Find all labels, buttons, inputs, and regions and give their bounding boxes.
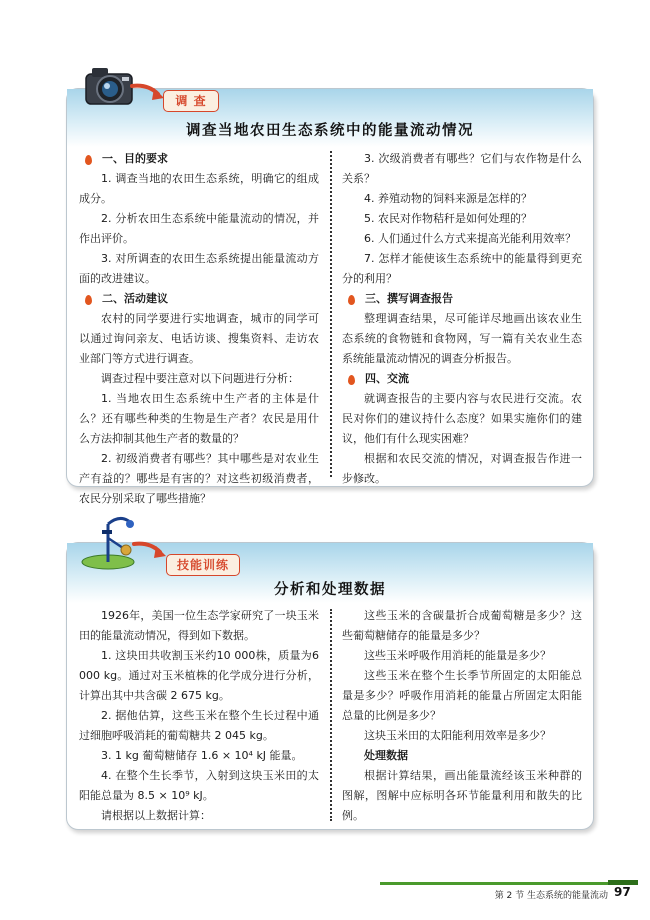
paragraph: 1. 当地农田生态系统中生产者的主体是什么？还有哪些种类的生物是生产者？农民是用什么方法抑制其他生产者的数量的？ [79,392,319,445]
section-heading-text: 一、目的要求 [102,152,168,165]
page-number: 97 [614,885,631,899]
skill-title: 分析和处理数据 [274,582,386,598]
skill-column-divider [330,609,332,821]
survey-right-column [342,149,582,489]
sub-heading: 处理数据 [364,749,408,762]
paragraph: 整理调查结果，尽可能详尽地画出该农业生态系统的食物链和食物网，写一篇有关农业生态系统能量流动情况的调查分析报告。 [342,312,582,365]
section-heading [79,149,319,169]
paragraph: 7. 怎样才能使该生态系统中的能量得到更充分的利用？ [342,252,582,285]
paragraph: 1. 这块田共收割玉米约10 000株，质量为6 000 kg。通过对玉米植株的化学成分进行分析，计算出其中共含碳 2 675 kg。 [79,649,319,702]
paragraph: 请根据以上数据计算： [101,809,211,822]
paragraph: 3. 次级消费者有哪些？它们与农作物是什么关系？ [342,152,582,185]
section-heading [342,289,582,309]
skill-left-column [79,606,319,826]
paragraph: 1. 调查当地的农田生态系统，明确它的组成成分。 [79,172,319,205]
section-heading [342,369,582,389]
skill-right-column [342,606,582,826]
droplet-icon [348,295,355,305]
survey-title: 调查当地农田生态系统中的能量流动情况 [186,123,474,139]
paragraph: 这些玉米呼吸作用消耗的能量是多少？ [364,649,551,662]
footer-section-title: 第 2 节 生态系统的能量流动 [494,891,608,901]
paragraph: 4. 养殖动物的饲料来源是怎样的？ [364,192,532,205]
paragraph: 农村的同学要进行实地调查，城市的同学可以通过询问亲友、电话访谈、搜集资料、走访农业部门等方式进行调查。 [79,312,319,365]
section-heading-text: 四、交流 [365,372,409,385]
droplet-icon [85,295,92,305]
paragraph: 根据计算结果，画出能量流经该玉米种群的图解，图解中应标明各环节能量利用和散失的比例。 [342,769,582,822]
page-footer [0,880,650,920]
paragraph: 根据和农民交流的情况，对调查报告作进一步修改。 [342,452,582,485]
paragraph: 2. 初级消费者有哪些？其中哪些是对农业生产有益的？哪些是有害的？对这些初级消费者，农民分别采取了哪些措施？ [79,452,319,505]
footer-bar [380,882,608,885]
paragraph: 3. 1 kg 葡萄糖储存 1.6 × 10⁴ kJ 能量。 [101,749,303,762]
survey-box [66,88,594,505]
paragraph: 这块玉米田的太阳能利用效率是多少？ [364,729,551,742]
droplet-icon [348,375,355,385]
survey-column-divider [330,151,332,477]
paragraph: 5. 农民对作物秸秆是如何处理的？ [364,212,532,225]
survey-tag: 调 查 [163,90,219,112]
paragraph: 2. 分析农田生态系统中能量流动的情况，并作出评价。 [79,212,319,245]
section-heading-text: 三、撰写调查报告 [365,292,453,305]
paragraph: 3. 对所调查的农田生态系统提出能量流动方面的改进建议。 [79,252,319,285]
paragraph: 6. 人们通过什么方式来提高光能利用效率？ [364,232,576,245]
paragraph: 这些玉米的含碳量折合成葡萄糖是多少？这些葡萄糖储存的能量是多少？ [342,609,582,642]
paragraph: 调查过程中要注意对以下问题进行分析： [101,372,299,385]
survey-left-column [79,149,319,509]
paragraph: 2. 据他估算，这些玉米在整个生长过程中通过细胞呼吸消耗的葡萄糖共 2 045 kg。 [79,709,319,742]
skill-box [66,542,594,830]
skill-tag: 技能训练 [166,554,240,576]
paragraph: 就调查报告的主要内容与农民进行交流。农民对你们的建议持什么态度？如果实施你们的建议，他们有什么现实困难？ [342,392,582,445]
droplet-icon [85,155,92,165]
section-heading-text: 二、活动建议 [102,292,168,305]
paragraph: 4. 在整个生长季节，入射到这块玉米田的太阳能总量为 8.5 × 10⁹ kJ。 [79,769,319,802]
paragraph: 这些玉米在整个生长季节所固定的太阳能总量是多少？呼吸作用消耗的能量占所固定太阳能总量的比例是多少？ [342,669,582,722]
section-heading [79,289,319,309]
paragraph: 1926年，美国一位生态学家研究了一块玉米田的能量流动情况，得到如下数据。 [79,609,319,642]
